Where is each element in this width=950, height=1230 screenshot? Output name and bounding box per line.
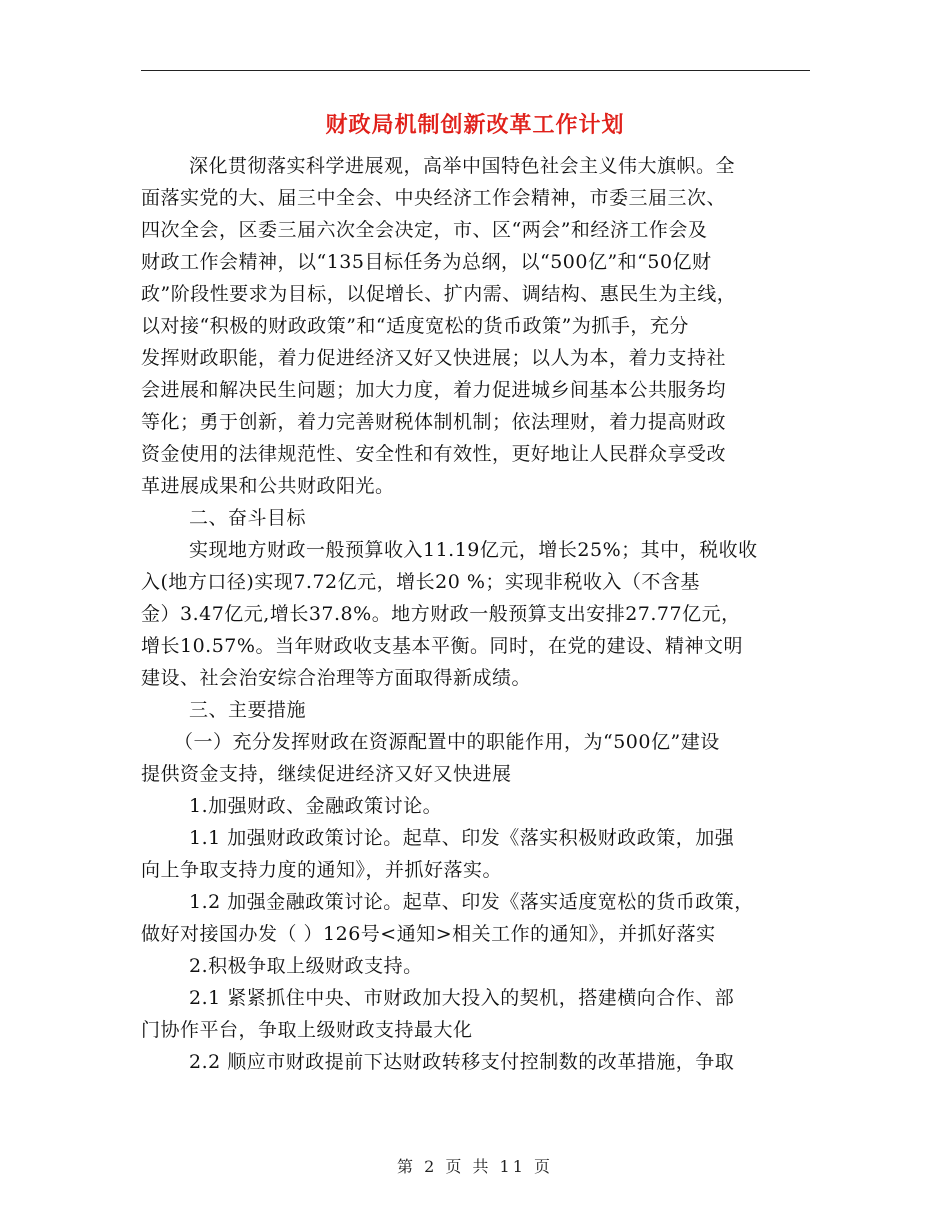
section-heading: 三、主要措施 xyxy=(189,699,307,721)
body-line: 增长10.57%。当年财政收支基本平衡。同时，在党的建设、精神文明 xyxy=(141,635,743,657)
subsection-heading: 提供资金支持，继续促进经济又好又快进展 xyxy=(141,763,512,785)
body-line: 政”阶段性要求为目标，以促增长、扩内需、调结构、惠民生为主线， xyxy=(141,283,737,305)
body-line: 深化贯彻落实科学进展观，高举中国特色社会主义伟大旗帜。全 xyxy=(189,155,736,177)
item-heading: 2.积极争取上级财政支持。 xyxy=(189,955,423,977)
body-line: 2.1 紧紧抓住中央、市财政加大投入的契机，搭建横向合作、部 xyxy=(189,987,735,1009)
section-heading: 二、奋斗目标 xyxy=(189,507,307,529)
subsection-heading: （一）充分发挥财政在资源配置中的职能作用，为“500亿”建设 xyxy=(174,731,720,753)
body-line: 做好对接国办发（ ）126号<通知>相关工作的通知》，并抓好落实 xyxy=(141,923,716,945)
page-title: 财政局机制创新改革工作计划 xyxy=(325,112,625,138)
body-line: 面落实党的大、届三中全会、中央经济工作会精神，市委三届三次、 xyxy=(141,187,727,209)
body-line: 向上争取支持力度的通知》，并抓好落实。 xyxy=(141,859,503,881)
item-heading: 1.加强财政、金融政策讨论。 xyxy=(189,795,443,817)
body-line: 等化；勇于创新，着力完善财税体制机制；依法理财，着力提高财政 xyxy=(141,411,727,433)
body-line: 会进展和解决民生问题；加大力度，着力促进城乡间基本公共服务均 xyxy=(141,379,727,401)
body-line: 入(地方口径)实现7.72亿元，增长20 %；实现非税收入（不含基 xyxy=(141,571,700,593)
body-line: 1.2 加强金融政策讨论。起草、印发《落实适度宽松的货币政策， xyxy=(189,891,754,913)
body-line: 发挥财政职能，着力促进经济又好又快进展；以人为本，着力支持社 xyxy=(141,347,727,369)
body-line: 金）3.47亿元,增长37.8%。地方财政一般预算支出安排27.77亿元， xyxy=(141,603,741,625)
body-line: 资金使用的法律规范性、安全性和有效性，更好地让人民群众享受改 xyxy=(141,443,727,465)
body-line: 以对接“积极的财政政策”和“适度宽松的货币政策”为抓手，充分 xyxy=(141,315,689,337)
body-line: 财政工作会精神，以“135目标任务为总纲，以“500亿”和“50亿财 xyxy=(141,251,712,273)
body-line: 革进展成果和公共财政阳光。 xyxy=(141,475,395,497)
body-line: 2.2 顺应市财政提前下达财政转移支付控制数的改革措施，争取 xyxy=(189,1051,735,1073)
body-line: 四次全会，区委三届六次全会决定，市、区“两会”和经济工作会及 xyxy=(141,219,708,241)
page-number: 第 2 页 共 11 页 xyxy=(397,1157,553,1176)
body-line: 实现地方财政一般预算收入11.19亿元，增长25%；其中，税收收 xyxy=(189,539,758,561)
body-line: 1.1 加强财政政策讨论。起草、印发《落实积极财政政策，加强 xyxy=(189,827,735,849)
body-line: 门协作平台，争取上级财政支持最大化 xyxy=(141,1019,473,1041)
body-line: 建设、社会治安综合治理等方面取得新成绩。 xyxy=(141,667,532,689)
header-rule xyxy=(141,70,810,71)
